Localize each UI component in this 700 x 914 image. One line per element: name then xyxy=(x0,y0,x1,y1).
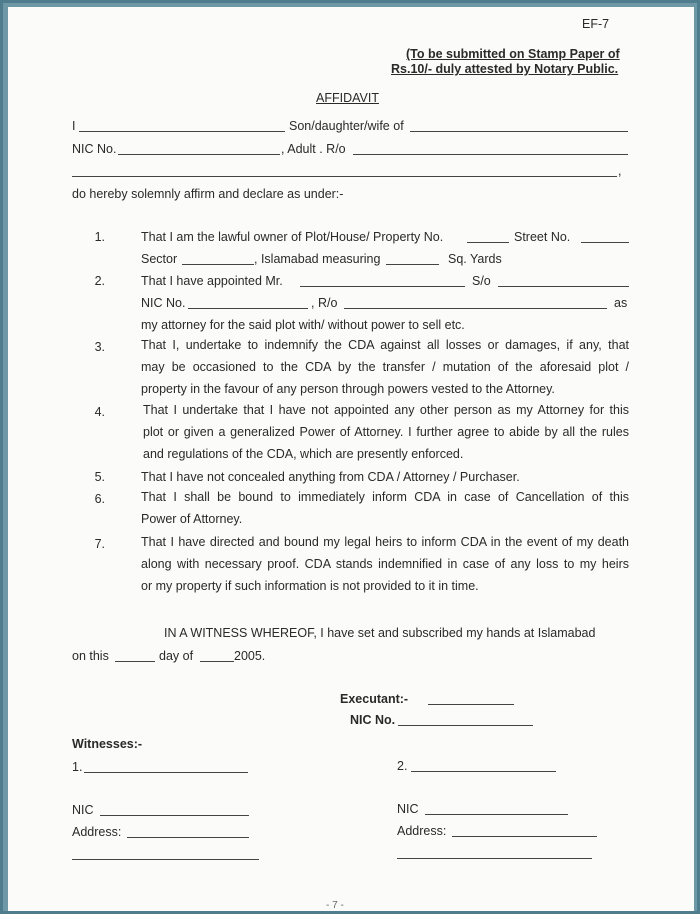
item-2-so-label: S/o xyxy=(472,274,491,288)
residence-field[interactable] xyxy=(353,154,628,155)
street-number-field[interactable] xyxy=(581,242,629,243)
item-1-measuring-label: , Islamabad measuring xyxy=(254,252,381,266)
item-3-paragraph xyxy=(141,334,629,400)
witness-1-address-field-continued[interactable] xyxy=(72,859,259,860)
item-5-number: 5. xyxy=(94,470,105,484)
adult-ro-label: , Adult . R/o xyxy=(281,142,346,156)
executant-signature-field[interactable] xyxy=(428,704,514,705)
witness-1-signature-field[interactable] xyxy=(84,772,248,773)
comma-mark: , xyxy=(618,164,622,178)
declaration-text: do hereby solemnly affirm and declare as under:- xyxy=(72,187,344,201)
item-7-line-1: That I have directed and bound my legal heirs to inform CDA in the event of my death xyxy=(141,535,629,549)
area-field[interactable] xyxy=(386,264,439,265)
item-1-sq-yards: Sq. Yards xyxy=(448,252,502,266)
item-4-line-1: That I undertake that I have not appointed any other person as my Attorney for this xyxy=(143,403,629,417)
residence-field-continued[interactable] xyxy=(72,176,617,177)
item-2-text-f: my attorney for the said plot with/ without power to sell etc. xyxy=(141,318,465,332)
item-3-line-1: That I, undertake to indemnify the CDA against all losses or damages, if any, that xyxy=(141,338,629,352)
witness-1-address-field[interactable] xyxy=(127,837,249,838)
item-1-street-label: Street No. xyxy=(514,230,571,244)
attorney-residence-field[interactable] xyxy=(344,308,607,309)
item-4-line-2: plot or given a generalized Power of Attorney. I further agree to abide by all the rules xyxy=(143,425,629,439)
item-7-paragraph xyxy=(141,531,629,597)
item-1-number: 1. xyxy=(94,230,105,244)
item-6-line-1: That I shall be bound to immediately inform CDA in case of Cancellation of this xyxy=(141,490,629,504)
parent-name-field[interactable] xyxy=(410,131,628,132)
item-6-line-2: Power of Attorney. xyxy=(141,512,243,526)
stamp-note-line2: Rs.10/- duly attested by Notary Public. xyxy=(391,62,619,76)
attorney-nic-field[interactable] xyxy=(188,308,308,309)
witness-2-address-field[interactable] xyxy=(452,836,597,837)
day-field[interactable] xyxy=(115,661,155,662)
attorney-parent-field[interactable] xyxy=(498,286,629,287)
witness-2-address-field-continued[interactable] xyxy=(397,858,592,859)
witnesses-heading: Witnesses:- xyxy=(72,737,143,751)
item-6-paragraph xyxy=(141,486,629,530)
item-2-number: 2. xyxy=(94,274,105,288)
executant-nic-field[interactable] xyxy=(398,725,533,726)
item-2-text-a: That I have appointed Mr. xyxy=(141,274,283,288)
item-2-nic-label: NIC No. xyxy=(141,296,186,310)
item-3-number: 3. xyxy=(94,340,105,354)
item-7-number: 7. xyxy=(94,537,105,551)
item-3-line-2: may be occasioned to the CDA by the transfer / mutation of the aforesaid plot / xyxy=(141,360,629,374)
plot-number-field[interactable] xyxy=(467,242,509,243)
intro-nic-label: NIC No. xyxy=(72,142,117,156)
witness-2-address-label: Address: xyxy=(397,824,447,838)
affidavit-page xyxy=(8,7,694,911)
item-4-number: 4. xyxy=(94,405,105,419)
year-text: 2005. xyxy=(234,649,266,663)
item-1-sector-label: Sector xyxy=(141,252,178,266)
stamp-note-line1: (To be submitted on Stamp Paper of xyxy=(406,47,620,61)
item-2-as: as xyxy=(614,296,628,310)
page-title: AFFIDAVIT xyxy=(316,91,379,105)
item-4-paragraph xyxy=(143,399,629,465)
name-field[interactable] xyxy=(79,131,285,132)
witness-1-nic-label: NIC xyxy=(72,803,94,817)
form-code: EF-7 xyxy=(582,17,610,31)
witness-2-signature-field[interactable] xyxy=(411,771,556,772)
attorney-name-field[interactable] xyxy=(300,286,465,287)
executant-label: Executant:- xyxy=(340,692,409,706)
on-this-label: on this xyxy=(72,649,109,663)
witness-2-nic-label: NIC xyxy=(397,802,419,816)
intro-i-label: I xyxy=(72,119,76,133)
witness-1-number: 1. xyxy=(72,760,83,774)
item-2-ro-label: , R/o xyxy=(311,296,338,310)
item-3-line-3: property in the favour of any person through powers vested to the Attorney. xyxy=(141,382,555,396)
item-7-line-3: or my property if such information is not provided to it in time. xyxy=(141,579,479,593)
item-7-line-2: along with necessary proof. CDA stands indemnified in case of any loss to my heirs xyxy=(141,557,629,571)
page-number: - 7 - xyxy=(326,900,344,911)
month-field[interactable] xyxy=(200,661,234,662)
item-1-text-a: That I am the lawful owner of Plot/House/ Property No. xyxy=(141,230,444,244)
witness-2-number: 2. xyxy=(397,759,408,773)
item-5-text: That I have not concealed anything from CDA / Attorney / Purchaser. xyxy=(141,470,520,484)
day-of-label: day of xyxy=(159,649,194,663)
witness-1-nic-field[interactable] xyxy=(100,815,249,816)
item-6-number: 6. xyxy=(94,492,105,506)
sector-field[interactable] xyxy=(182,264,254,265)
son-of-label: Son/daughter/wife of xyxy=(289,119,404,133)
witness-clause-line: IN A WITNESS WHEREOF, I have set and subscribed my hands at Islamabad xyxy=(164,626,596,640)
item-4-line-3: and regulations of the CDA, which are presently enforced. xyxy=(143,447,464,461)
nic-field[interactable] xyxy=(118,154,280,155)
witness-1-address-label: Address: xyxy=(72,825,122,839)
witness-2-nic-field[interactable] xyxy=(425,814,568,815)
executant-nic-label: NIC No. xyxy=(350,713,396,727)
